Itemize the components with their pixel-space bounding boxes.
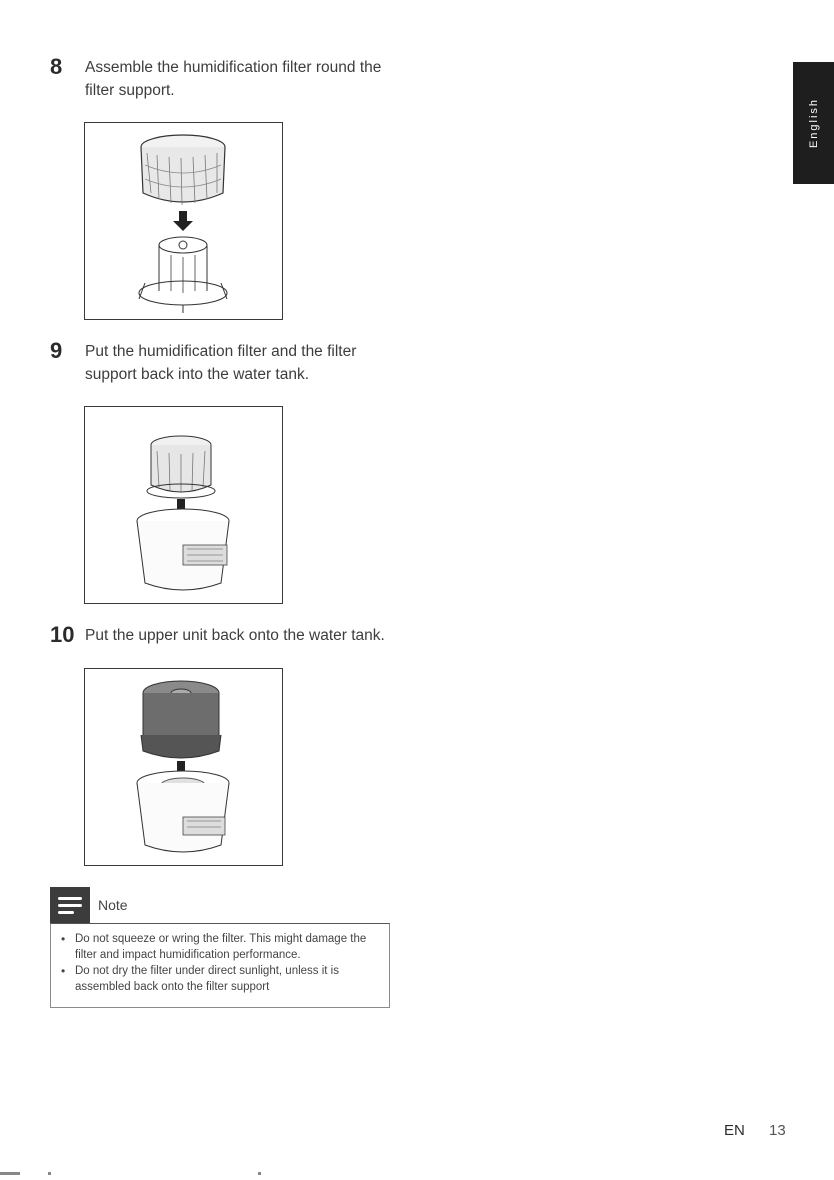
step-text: Put the humidification filter and the filter support back into the water tank.	[85, 343, 357, 383]
note-item: • Do not dry the filter under direct sunlight, unless it is assembled back onto the filter support	[75, 963, 379, 995]
note-item: • Do not squeeze or wring the filter. This might damage the filter and impact humidification performance.	[75, 931, 379, 963]
crop-mark	[48, 1172, 51, 1175]
language-tab-label: English	[807, 97, 820, 149]
step-number: 10	[50, 622, 75, 647]
page-number: 13	[769, 1122, 786, 1139]
note-box	[50, 923, 390, 1008]
note-label: Note	[98, 897, 128, 913]
step-number: 8	[50, 54, 63, 79]
footer-language: EN	[724, 1122, 745, 1139]
illustration-filter-into-tank	[84, 406, 283, 604]
illustration-filter-onto-support	[84, 122, 283, 320]
language-tab	[793, 62, 834, 184]
crop-mark	[258, 1172, 261, 1175]
step-text: Put the upper unit back onto the water tank.	[85, 627, 385, 644]
step-number: 9	[50, 338, 63, 363]
note-icon	[50, 887, 90, 923]
page-footer	[724, 1122, 786, 1139]
crop-mark	[0, 1172, 20, 1175]
illustration-upper-unit-onto-tank	[84, 668, 283, 866]
step-text: Assemble the humidification filter round the filter support.	[85, 59, 382, 99]
